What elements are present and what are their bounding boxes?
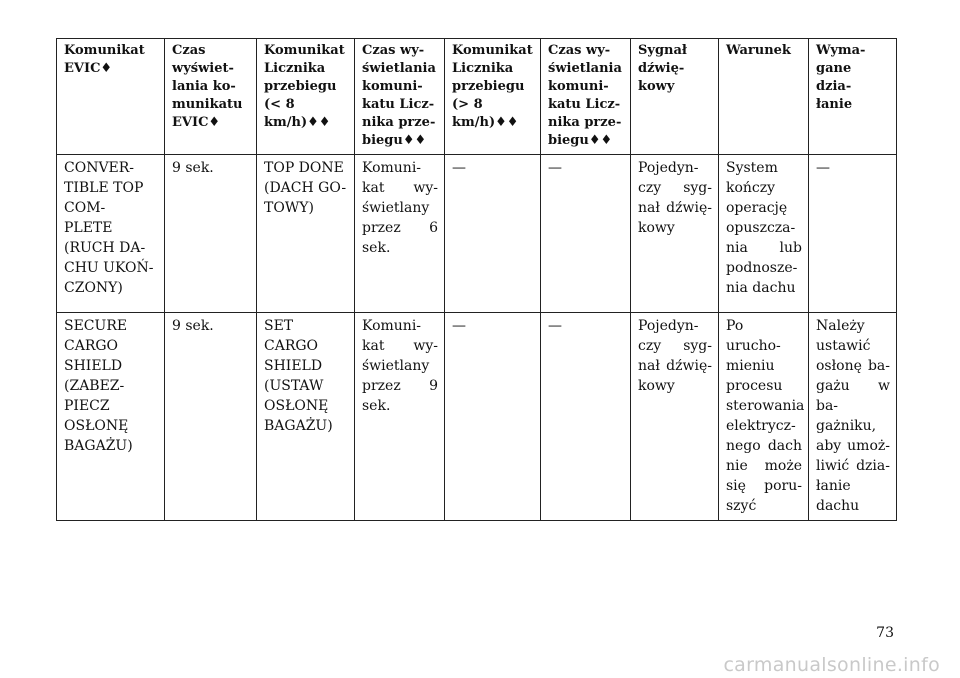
cell-evic-display-time: 9 sek.: [165, 155, 257, 313]
cell-odometer-time-high: —: [541, 313, 631, 521]
cell-chime: Pojedyn- czy syg- nał dźwię- kowy: [631, 155, 719, 313]
table-header-row: [57, 39, 897, 155]
header-odometer-display-time-high-speed: Czas wy- świetlania komuni- katu Licz- nika prze- biegu♦♦: [541, 39, 631, 155]
cell-odometer-time-low: Komuni- kat wy- świetlany przez 9 sek.: [355, 313, 445, 521]
header-odometer-message-low-speed: Komunikat Licznika przebiegu (< 8 km/h)♦♦: [257, 39, 355, 155]
page-number: 73: [876, 625, 894, 641]
cell-odometer-message-high: —: [445, 155, 541, 313]
header-evic-display-time: Czas wyświet- lania ko- munikatu EVIC♦: [165, 39, 257, 155]
watermark: carmanualsonline.info: [723, 654, 940, 676]
header-evic-message: Komunikat EVIC♦: [57, 39, 165, 155]
table-row: [57, 155, 897, 313]
cell-required-action: Należy ustawić osłonę ba- gażu w ba- gażniku, aby umoż- liwić dzia- łanie dachu: [809, 313, 897, 521]
cell-odometer-message-low: SET CARGO SHIELD (USTAW OSŁONĘ BAGAŻU): [257, 313, 355, 521]
header-required-action: Wyma- gane dzia- łanie: [809, 39, 897, 155]
cell-evic-display-time: 9 sek.: [165, 313, 257, 521]
cell-evic-message: CONVER- TIBLE TOP COM- PLETE (RUCH DA- CHU UKOŃ- CZONY): [57, 155, 165, 313]
table-row: [57, 313, 897, 521]
cell-odometer-time-low: Komuni- kat wy- świetlany przez 6 sek.: [355, 155, 445, 313]
cell-odometer-message-high: —: [445, 313, 541, 521]
header-odometer-message-high-speed: Komunikat Licznika przebiegu (> 8 km/h)♦♦: [445, 39, 541, 155]
cell-odometer-time-high: —: [541, 155, 631, 313]
cell-chime: Pojedyn- czy syg- nał dźwię- kowy: [631, 313, 719, 521]
cell-evic-message: SECURE CARGO SHIELD (ZABEZ- PIECZ OSŁONĘ BAGAŻU): [57, 313, 165, 521]
cell-condition: System kończy operację opuszcza- nia lub podnosze- nia dachu: [719, 155, 809, 313]
cell-condition: Po urucho- mieniu procesu sterowania elektrycz- nego dach nie może się poru- szyć: [719, 313, 809, 521]
header-condition: Warunek: [719, 39, 809, 155]
header-odometer-display-time-low-speed: Czas wy- świetlania komuni- katu Licz- nika prze- biegu♦♦: [355, 39, 445, 155]
cell-odometer-message-low: TOP DONE (DACH GO- TOWY): [257, 155, 355, 313]
evic-message-table: [56, 38, 897, 521]
cell-required-action: —: [809, 155, 897, 313]
header-chime: Sygnał dźwię- kowy: [631, 39, 719, 155]
